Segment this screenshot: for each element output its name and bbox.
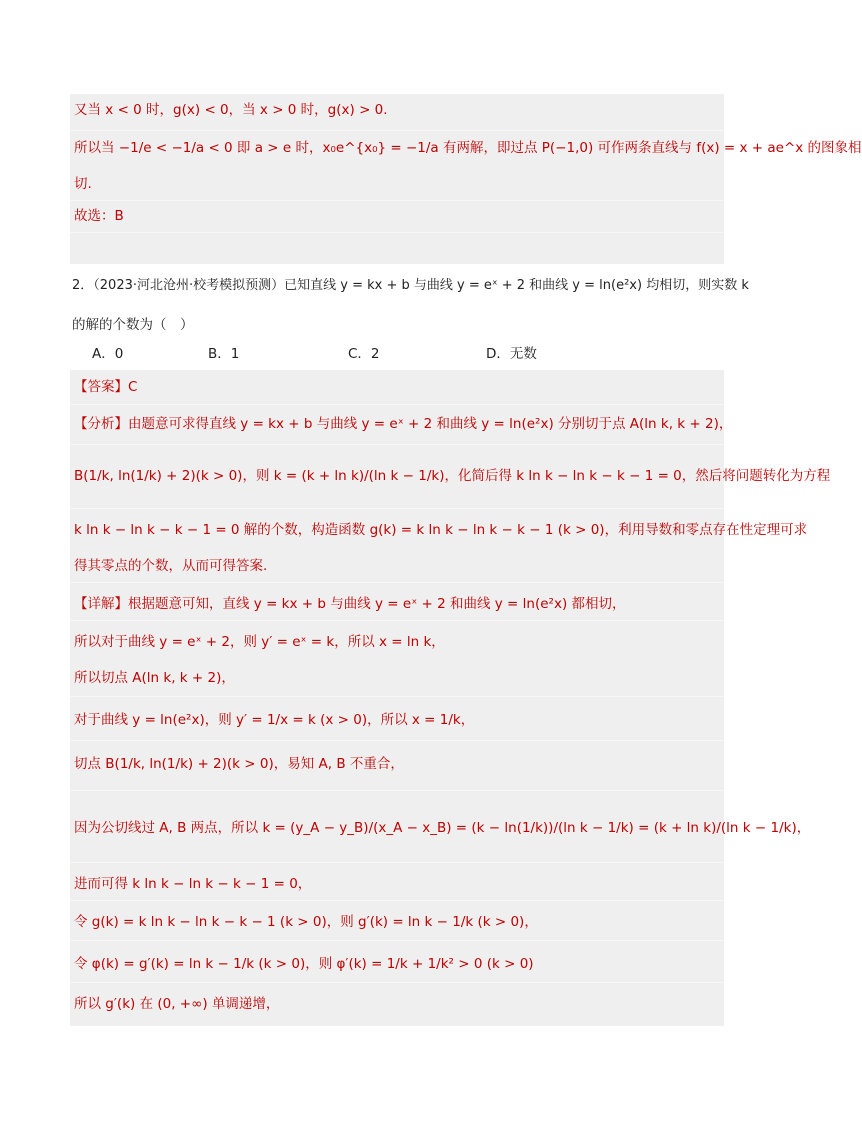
divider [70,790,724,791]
divider [70,740,724,741]
divider [70,508,724,509]
option-c: C．2 [348,346,380,362]
detail-line-2: 所以对于曲线 y = eˣ + 2，则 y′ = eˣ = k，所以 x = ln k， [74,634,445,650]
divider [70,940,724,941]
detail-line-8: 令 g(k) = k ln k − ln k − k − 1 (k > 0)，则 g′(k) = ln k − 1/k (k > 0)， [74,914,538,930]
question-stem-line-2: 的解的个数为（ ） [72,317,194,333]
detail-line-10: 所以 g′(k) 在 (0, +∞) 单调递增， [74,996,280,1012]
detail-line-6: 因为公切线过 A, B 两点，所以 k = (y_A − y_B)/(x_A − x_B) = (k − ln(1/k))/(ln k − 1/k) = (k + ln k)/(ln k − 1/k)， [74,820,811,836]
divider [70,200,724,201]
question-stem-line-1: 2．（2023·河北沧州·校考模拟预测）已知直线 y = kx + b 与曲线 y = eˣ + 2 和曲线 y = ln(e²x) 均相切，则实数 k [72,278,749,293]
detail-line-9: 令 φ(k) = g′(k) = ln k − 1/k (k > 0)，则 φ′(k) = 1/k + 1/k² > 0 (k > 0) [74,956,534,972]
divider [70,404,724,405]
divider [70,130,724,131]
solution-line-2: 所以当 −1/e < −1/a < 0 即 a > e 时，x₀e^{x₀} = −1/a 有两解，即过点 P(−1,0) 可作两条直线与 f(x) = x + ae^x 的图象相 [74,140,862,156]
analysis-line-2: B(1/k, ln(1/k) + 2)(k > 0)，则 k = (k + ln k)/(ln k − 1/k)，化简后得 k ln k − ln k − k − 1 = 0，然后将问题转化为方程 [74,468,831,484]
solution-line-4: 故选：B [74,208,124,224]
detail-line-5: 切点 B(1/k, ln(1/k) + 2)(k > 0)，易知 A, B 不重合， [74,756,404,772]
option-a: A．0 [92,346,124,362]
detail-line-7: 进而可得 k ln k − ln k − k − 1 = 0， [74,876,312,892]
divider [70,444,724,445]
option-d: D．无数 [486,346,537,362]
answer-line [74,377,720,397]
detail-line-3: 所以切点 A(ln k, k + 2)， [74,670,235,686]
divider [70,620,724,621]
divider [70,982,724,983]
analysis-text-1: 由题意可求得直线 y = kx + b 与曲线 y = eˣ + 2 和曲线 y = ln(e²x) 分别切于点 A(ln k, k + 2)， [128,416,733,432]
divider [70,900,724,901]
solution-line-3: 切. [74,176,92,192]
divider [70,696,724,697]
analysis-line-1 [74,414,733,434]
divider [70,582,724,583]
detail-line-1 [74,594,720,614]
divider [70,862,724,863]
option-b: B．1 [208,346,240,362]
answer-value: C [128,379,138,395]
analysis-label: 【分析】 [74,416,128,432]
detail-line-4: 对于曲线 y = ln(e²x)，则 y′ = 1/x = k (x > 0)，所以 x = 1/k， [74,712,475,728]
divider [70,232,724,233]
solution-line-1: 又当 x < 0 时，g(x) < 0，当 x > 0 时，g(x) > 0. [74,102,388,118]
answer-label: 【答案】 [74,379,128,395]
analysis-line-4: 得其零点的个数，从而可得答案. [74,558,268,574]
detail-label: 【详解】 [74,596,128,612]
detail-text-1: 根据题意可知，直线 y = kx + b 与曲线 y = eˣ + 2 和曲线 y = ln(e²x) 都相切， [128,596,626,612]
analysis-line-3: k ln k − ln k − k − 1 = 0 解的个数，构造函数 g(k) = k ln k − ln k − k − 1 (k > 0)，利用导数和零点存在性定理可求 [74,522,808,538]
